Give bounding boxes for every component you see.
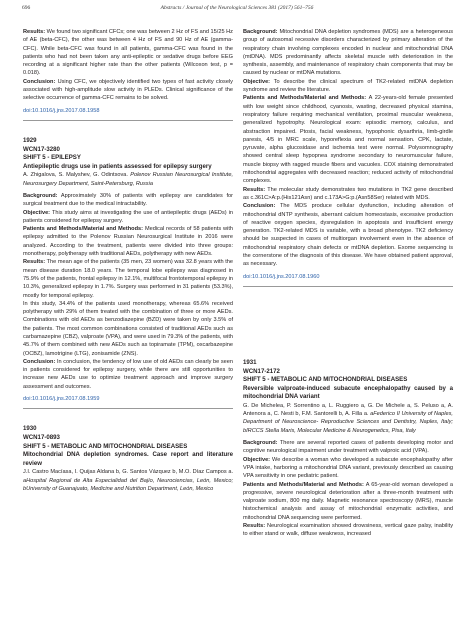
abstract-results: Results: The mean age of the patients (35 men, 23 women) was 32.8 years with the mean disease duration 18.0 years. The temporal lobe epilepsy was diagnosed in 75.9% of the patients, frontal epilepsy in 12.1%, multifocal frontotemporal epilepsy in 10.3%, generalized epilepsy in 1.7%. Surgery was performed in 31 patients (53.3%), mostly for temporal epilepsy.: [23, 259, 233, 299]
prev-results: Results: We found two significant CFCs; one was between 2 Hz of FS and 15/25 Hz of AE (beta-CFC), the other was between 4 Hz of FS and 90 Hz of AE (gamma-CFC). While beta-CFC was found in all patients, gamma-CFC was found in the patients who had not been taken any anti-epileptic or sedative drugs before EEG recording at a significant higher rate than the other patients (Wilcoxon test, p = 0.018).: [23, 29, 233, 77]
abstract-objective: Objective: To describe the clinical spectrum of TK2-related mtDNA depletion syndrome and review the literature.: [243, 78, 453, 94]
journal-title: Abstracts / Journal of the Neurological Sciences 381 (2017) 561–756: [160, 5, 314, 11]
abstract-results: Results: The molecular study demonstrates two mutations in TK2 gene described as c.361C>A:p.(His121Asn) and c.173A>G:p.(Asn58Ser) related with MDS.: [243, 186, 453, 201]
abstract-title: Mitochondrial DNA depletion syndromes. Case report and literature review: [23, 451, 233, 467]
abstract-background: Background: Approximately 30% of patients with epilepsy are candidates for surgical treatment due to the medical intractability.: [23, 192, 234, 208]
doi-link-1958[interactable]: doi:10.1016/j.jns.2017.08.1958: [23, 107, 100, 114]
page-number: 696: [22, 5, 31, 11]
abstract-authors: A. Zhigalova, S. Malyshev, G. Odintsova. Polenov Russian Neurosurgical Institute, Neurosurgery Department, Saint-Petersburg, Russia: [23, 172, 234, 187]
abstract-shift: SHIFT 5 - METABOLIC AND MITOCHONDRIAL DISEASES: [23, 442, 188, 450]
abstract-authors: J.I. Castro Macíasa, I. Quijas Aldana b, G. Santos Vázquez b, M.O. Díaz Campos a. aHospital Regional de Alta Especialidad del Bajío, Neurociencias, León, Mexico; bUniversity of Guanajuato, Medicine and Nutrition Department, León, Mexico: [23, 469, 233, 492]
abstract-code: WCN17-3280: [23, 145, 60, 153]
abstract-conclusion: Conclusion: The MDS produce cellular dysfunction, including alteration of mitochondrial dNTP synthesis, aberrant calcium homeostasis, excessive production of reactive oxygen species, dysregulation in apoptosis and insufficient energy generation. TK2-related MDS is variable, with a broad phenotype. TK2 deficiency should be suspected in cases of multiorgan involvement even in the absence of mitochondrial respiratory chain defects or mtDNA depletion. Exome sequencing is the cornerstone of the diagnosis of this disease. We have obtained patient approval, as necessary.: [243, 203, 453, 268]
abstract-title: Antiepileptic drugs use in patients assessed for epilepsy surgery: [23, 162, 212, 170]
abstract-conclusion: Conclusion: In conclusion, the tendency of low use of old AEDs can clearly be seen in patients considered for epilepsy surgery, while there are still opportunities to increase new AEDs use to optimize treatment approach and improve surgery assessment and outcomes.: [23, 358, 233, 390]
abstract-objective: Objective: We describe a woman who developed a subacute encephalopathy after VPA intake, harboring a mitochondrial DNA variant, previously described as causing VPA sensitivity in one pediatric patient.: [243, 456, 453, 480]
abstract-number: 1930: [23, 425, 37, 433]
abstract-code: WCN17-2172: [243, 367, 280, 375]
abstract-code: WCN17-0893: [23, 433, 60, 441]
doi-link-1959[interactable]: doi:10.1016/j.jns.2017.08.1959: [23, 396, 100, 403]
abstract-results: Results: Neurological examination showed drowsiness, vertical gaze palsy, inability to either stand or walk, diffuse weakness, increased: [243, 523, 453, 538]
abstract-number: 1929: [23, 136, 37, 144]
abstract-methods: Patients and Methods/Material and Methods: A 65-year-old woman developed a progressive, severe neurological deterioration after a three-month treatment with valproate sodium, 800 mg daily. Magnetic resonance spectroscopy (MRS), muscle histochemical analysis and assay of mitochondrial enzymatic activities, and mitochondrial DNA sequencing were performed.: [243, 481, 453, 521]
abstract-title: Reversible valproate-induced subacute encephalopathy caused by a mitochondrial DNA variant: [243, 384, 453, 401]
abstract-methods: Patients and Methods/Material and Methods: Medical records of 58 patients with epilepsy admitted to the Polenov Russian Neurosurgical Institute in 2016 were analyzed. According to the treatment, patients were divided into three groups: monotherapy, polytherapy with traditional AEDs, polytherapy with new AEDs.: [23, 226, 234, 258]
abstract-methods: Patients and Methods/Material and Methods: A 22-years-old female presented with low weight since childhood, cyanosis, wasting, decreased physical stamina, respiratory failure requiring mechanical ventilation, proximal muscular weakness, generalized hypotrophy. Neurological exam: episodic memory, calculus, and abstraction impaired. Ptosis, facial weakness, hypophonic dysarthria, limb-girdle paresis, 4/5 in MRC scale, hyporeflexia and normal sensation. CPK, lactate, pyruvate, alpha glucosidase and ischemia test were normal. Polysomnography showed central sleep hypopnea syndrome secondary to neuromuscular failure, muscle biopsy with ragged muscle fibers and vacuoles. COX staining demonstrated mitochondrial aggregates with decreased reaction; reduced activity of mitochondrial complexes.: [243, 95, 453, 185]
abstract-authors: G. De Michelea, P. Sorrentino a, L. Ruggiero a, G. De Michele a, S. Peluso a, A. Antenora a, C. Nesti b, F.M. Santorelli b, A. Filla a. aFederico II University of Naples, Department of Neuroscience- Reproductive Sciences and Dentistry, Naples, Italy; bIRCCS Stella Maris, Molecular Medicine & Neurogenetics, Pisa, Italy: [243, 402, 453, 434]
prev-conclusion: Conclusion: Using CFC, we objectively identified two types of fast activity closely associated with high-amplitude slow activity in PLEDs. Clinical significance of the selective occurrence of gamma-CFC remains to be solved.: [23, 78, 233, 102]
abstract-objective: Objective: This study aims at investigating the use of antiepileptic drugs (AEDs) in patients considered for epilepsy surgery.: [23, 209, 234, 224]
right-column: [243, 28, 453, 539]
abstract-shift: SHIFT 5 - METABOLIC AND MITOCHONDRIAL DISEASES: [243, 376, 408, 384]
abstract-shift: SHIFT 5 - EPILEPSY: [23, 154, 81, 162]
page-header: [22, 5, 452, 17]
doi-link-1960[interactable]: doi:10.1016/j.jns.2017.08.1960: [243, 273, 320, 280]
abstract-results-2: In this study, 34.4% of the patients used monotherapy, whereas 65.6% received polytherapy with 29% of them treated with the combination of three or more AEDs. Combinations with old AEDs as benzodiazepine (BZD) were taken by only 3.5% of the patients. The most common combinations consisted of traditional AEDs such as carbamazepine (CBZ), valproate (VPA), and were used in 79.3% of the patients, with 45.7% of them combined with new AEDs such as topiramate (TPM), oxcarbazepine (OCBZ), lamotrigine (LTG), zonisamide (ZNS).: [23, 300, 233, 357]
left-column: [23, 28, 233, 493]
abstract-background: Background: There are several reported cases of patients developing motor and cognitive neurological impairment under treatment with valproic acid (VPA).: [243, 440, 454, 455]
abstract-background: Background: Mitochondrial DNA depletion syndromes (MDS) are a heterogeneous group of autosomal recessive disorders characterized by primary alteration of the respiratory chain involving complexes encoded in nuclear and mitochondrial DNA (mtDNA). MDS predominantly affects skeletal muscle with deterioration in the synthesis, assembly, and maintenance of respiratory chain components that may be caused by nuclear or mtDNA mutations.: [243, 29, 453, 77]
abstract-number: 1931: [243, 358, 257, 366]
